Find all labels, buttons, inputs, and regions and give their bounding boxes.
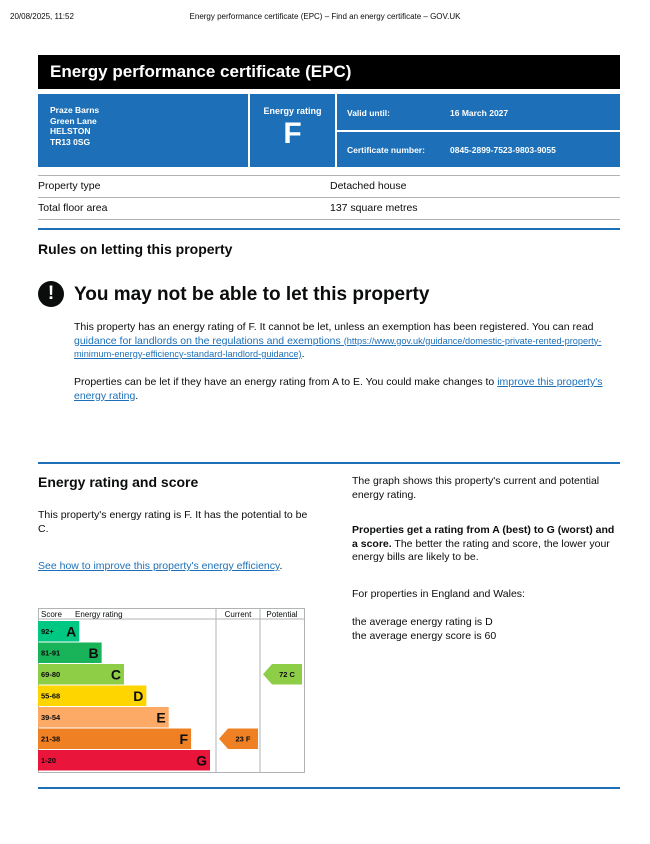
- band-bar-G: [38, 750, 210, 771]
- graph-explanation: The graph shows this property's current and potential energy rating.: [352, 475, 600, 501]
- band-letter-D: D: [133, 688, 144, 704]
- certificate-number-label: Certificate number:: [347, 145, 425, 155]
- print-datetime: 20/08/2025, 11:52: [10, 12, 74, 21]
- chart-header-3: Potential: [266, 610, 298, 619]
- band-range-G: 1-20: [41, 756, 57, 765]
- landlord-guidance-link-text: guidance for landlords on the regulations and exemptions: [74, 334, 341, 347]
- warning-icon: !: [38, 281, 64, 307]
- valid-until-box: [337, 94, 620, 130]
- letting-text-end: .: [301, 348, 305, 360]
- energy-rating-letter: F: [283, 117, 302, 150]
- address-line: Green Lane: [50, 115, 97, 126]
- warning-title: You may not be able to let this property: [74, 284, 430, 305]
- address-line: TR13 0SG: [50, 136, 91, 147]
- energy-rating-box: [250, 94, 335, 167]
- landlord-guidance-link[interactable]: [74, 335, 601, 361]
- chart-header-2: Current: [224, 610, 252, 619]
- section-divider: [38, 787, 620, 789]
- band-bar-F: [38, 729, 191, 750]
- letting-text-end: .: [135, 389, 139, 402]
- property-row: [38, 198, 620, 220]
- energy-rating-chart: [38, 608, 306, 774]
- current-rating-label: 23 F: [235, 734, 251, 744]
- valid-until-label: Valid until:: [347, 108, 390, 118]
- score-text: This property's energy rating is F. It has the potential to be C.: [38, 509, 308, 535]
- property-row: [38, 176, 620, 198]
- band-range-F: 21-38: [41, 734, 61, 744]
- valid-until-value: 16 March 2027: [450, 108, 509, 118]
- epc-title: Energy performance certificate (EPC): [50, 62, 352, 81]
- score-heading: Energy rating and score: [38, 474, 199, 490]
- property-address: [38, 94, 248, 167]
- band-range-B: 81-91: [41, 648, 61, 658]
- address-line: Praze Barns: [50, 105, 100, 115]
- potential-rating-label: 72 C: [279, 670, 295, 679]
- band-letter-E: E: [156, 709, 166, 726]
- landlord-guidance-url: (https://www.gov.uk/guidance/domestic-private-rented-property-minimum-energy-efficiency-standard-landlord-guidance): [74, 335, 602, 359]
- band-range-D: 55-68: [41, 691, 61, 701]
- print-title: Energy performance certificate (EPC) – Find an energy certificate – GOV.UK: [189, 12, 461, 21]
- average-score-text: the average energy score is 60: [352, 630, 497, 642]
- property-key: Total floor area: [38, 202, 108, 214]
- rating-explanation-bold: Properties get a rating from A (best) to G (worst) and a score.: [352, 524, 615, 550]
- improve-efficiency-link[interactable]: See how to improve this property's energy efficiency: [38, 560, 280, 572]
- chart-header-1: Energy rating: [75, 610, 123, 619]
- band-letter-A: A: [66, 623, 77, 640]
- band-letter-G: G: [196, 752, 207, 769]
- rating-explanation-text: The better the rating and score, the lower your energy bills are likely to be.: [352, 537, 610, 563]
- band-letter-B: B: [88, 645, 99, 661]
- band-letter-C: C: [110, 666, 121, 683]
- band-range-C: 69-80: [41, 670, 61, 679]
- letting-text: Properties can be let if they have an energy rating from A to E. You could make changes to: [74, 376, 498, 388]
- letting-heading: Rules on letting this property: [38, 241, 233, 257]
- average-rating-text: the average energy rating is D: [352, 616, 493, 628]
- epc-title-bar: [38, 55, 620, 89]
- energy-rating-label: Energy rating: [263, 106, 322, 116]
- address-line: HELSTON: [50, 126, 91, 136]
- band-range-A: 92+: [41, 627, 54, 636]
- band-range-E: 39-54: [41, 713, 61, 722]
- letting-text: This property has an energy rating of F. It cannot be let, unless an exemption has been registered. You can read: [74, 321, 594, 333]
- property-details-table: [38, 175, 620, 220]
- section-divider: [38, 462, 620, 464]
- letting-paragraph-1: [74, 321, 622, 362]
- epc-summary: [38, 94, 620, 167]
- property-value: 137 square metres: [330, 202, 418, 214]
- chart-header-0: Score: [41, 610, 62, 619]
- improve-rating-link[interactable]: improve this property's energy rating: [74, 376, 603, 402]
- letting-paragraph-2: [74, 376, 622, 403]
- certificate-number-box: [337, 132, 620, 167]
- england-wales-text: For properties in England and Wales:: [352, 588, 525, 600]
- property-value: Detached house: [330, 180, 407, 192]
- section-divider: [38, 228, 620, 230]
- band-letter-F: F: [179, 731, 189, 747]
- improve-link-para: [38, 560, 298, 574]
- improve-link-end: .: [279, 560, 283, 572]
- property-key: Property type: [38, 180, 101, 192]
- certificate-number-value: 0845-2899-7523-9803-9055: [450, 145, 556, 155]
- rating-explanation: [352, 524, 622, 565]
